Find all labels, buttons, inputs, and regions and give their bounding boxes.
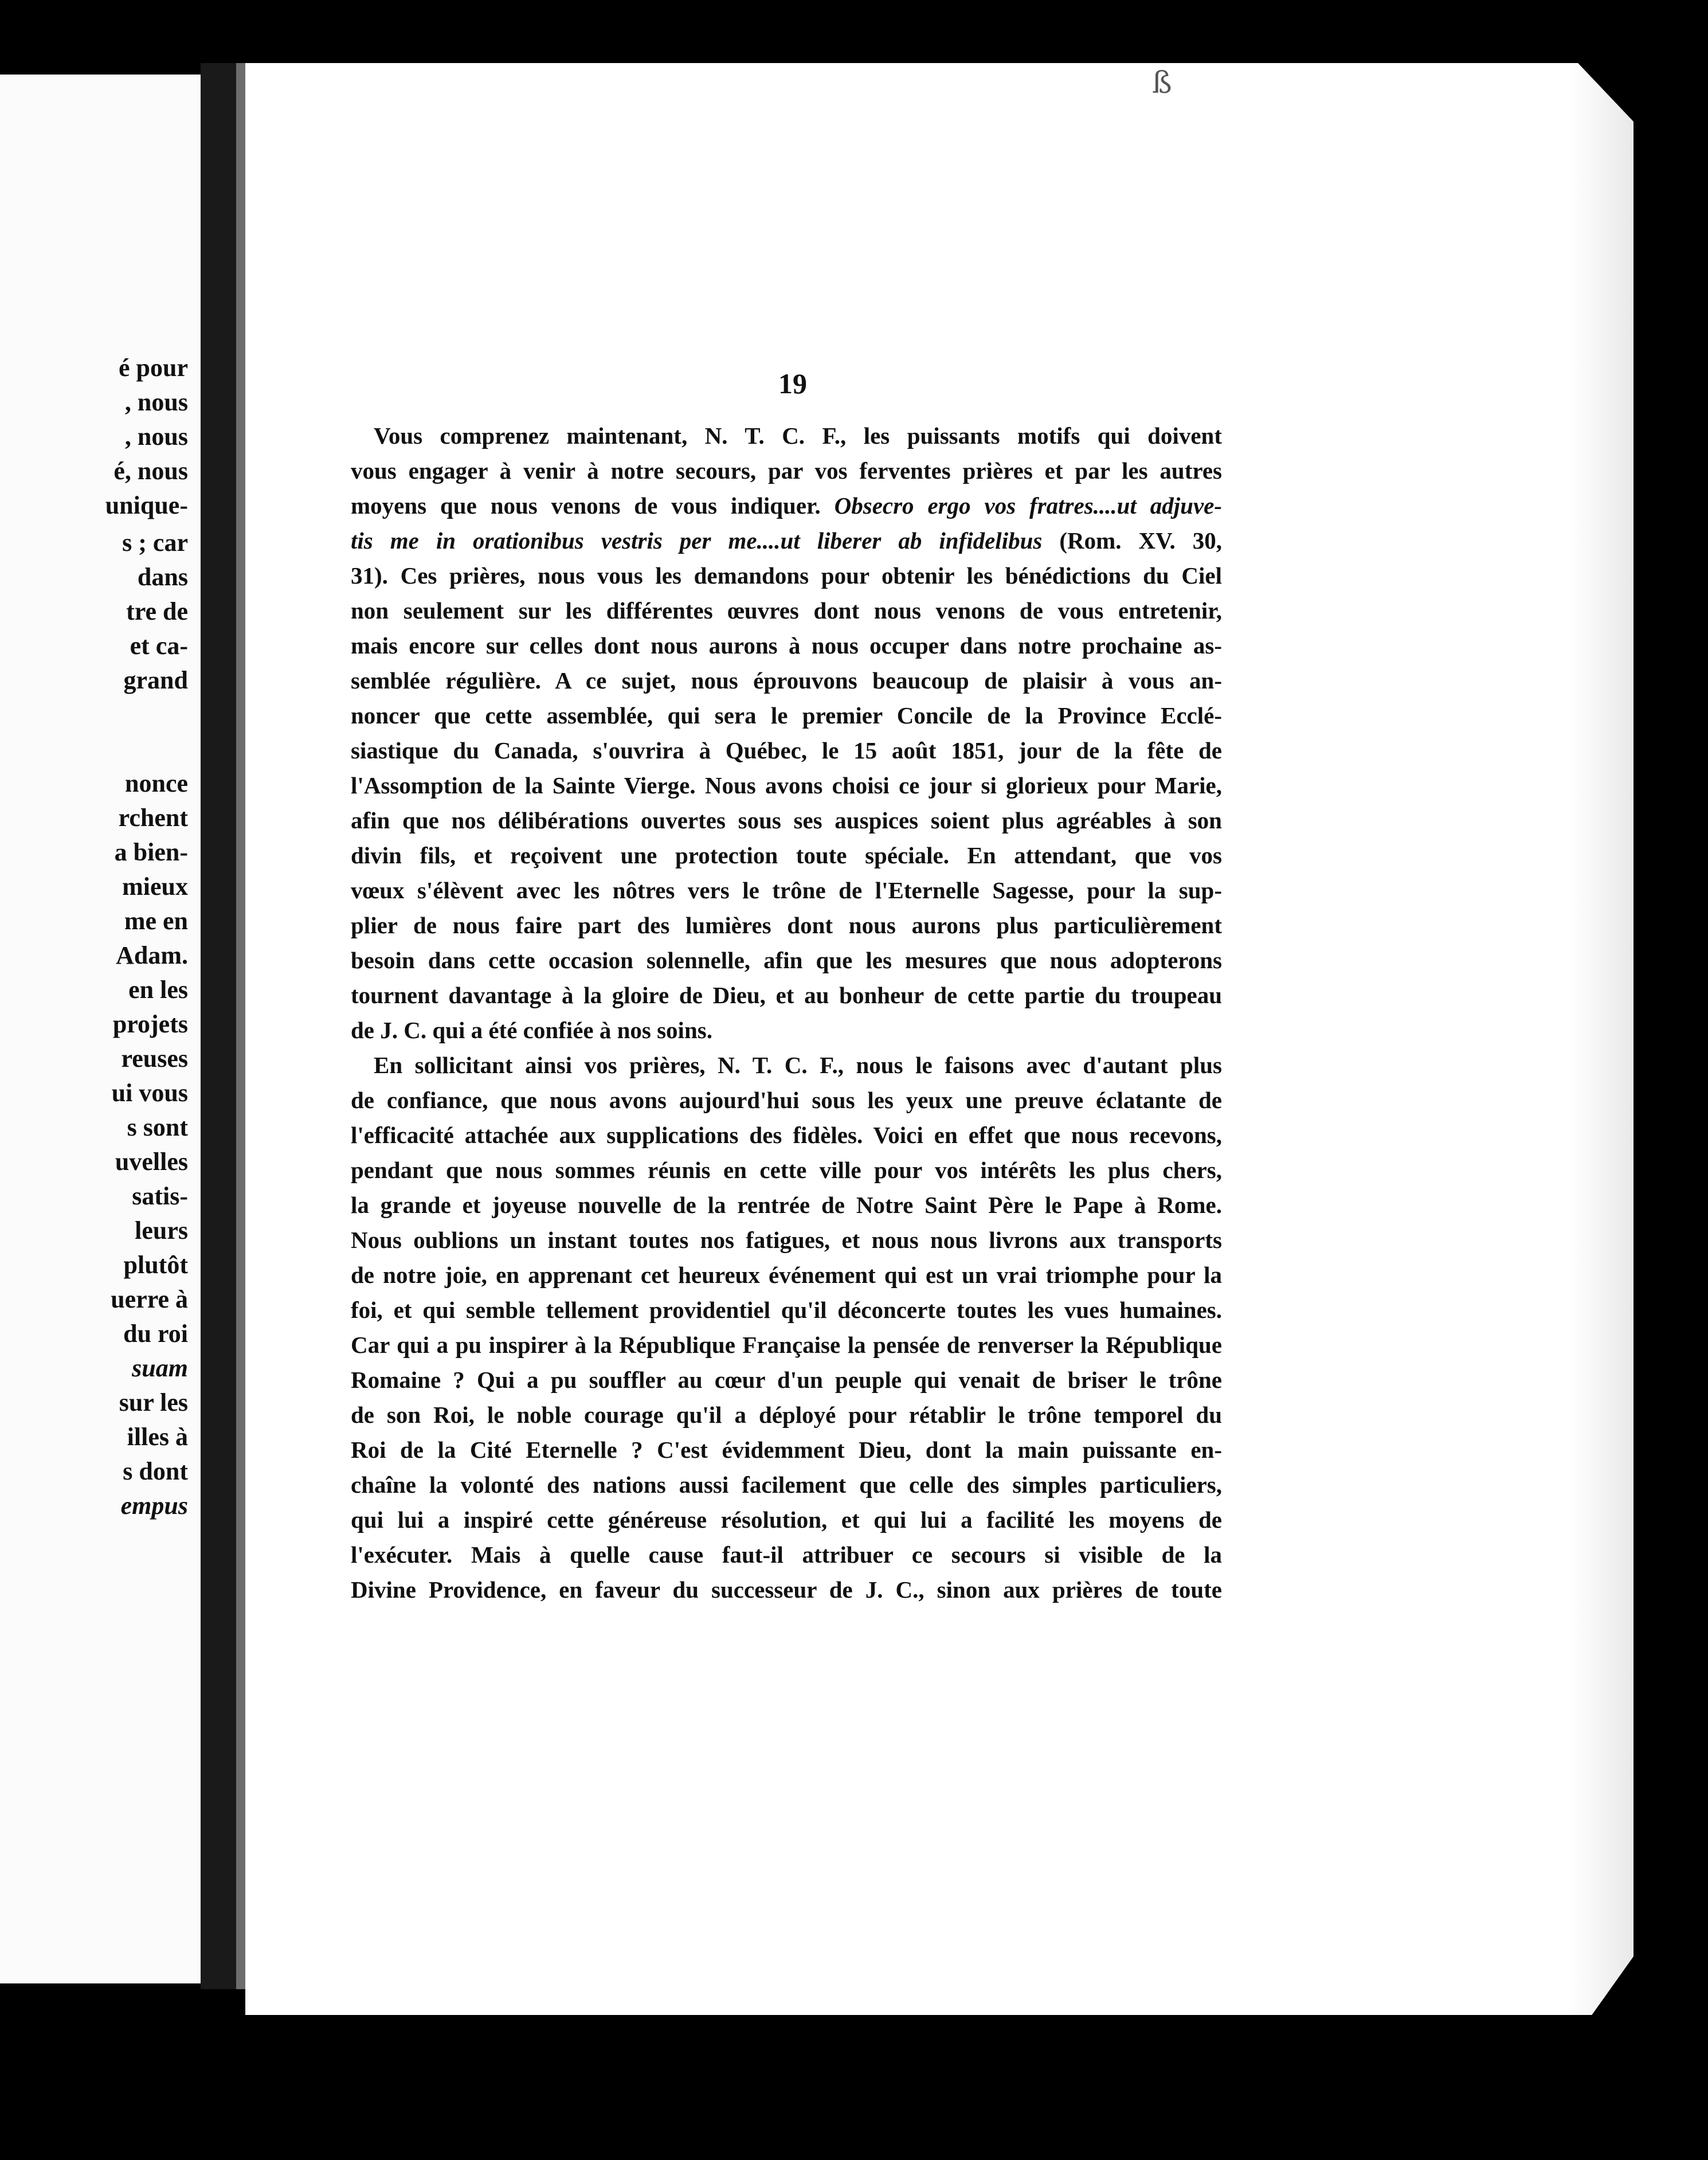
line-text: l'efficacité attachée aux supplications des fidèles. Voici en effet que nous recevons, — [351, 1122, 1222, 1148]
text-line — [351, 733, 1222, 768]
text-line — [351, 1433, 1222, 1468]
line-text: de confiance, que nous avons aujourd'hui sous les yeux une preuve éclatante de — [351, 1087, 1222, 1113]
left-page-line: en les — [128, 976, 188, 1004]
previous-page-fragment — [0, 75, 201, 1983]
text-line — [351, 1502, 1222, 1537]
line-text: mais encore sur celles dont nous aurons à nous occuper dans notre prochaine as- — [351, 632, 1222, 659]
book-gutter-edge — [236, 63, 245, 1989]
text-line — [351, 943, 1222, 978]
text-line — [351, 1048, 1222, 1083]
line-text: siastique du Canada, s'ouvrira à Québec, le 15 août 1851, jour de la fête de — [351, 737, 1222, 764]
line-text: plier de nous faire part des lumières dont nous aurons plus particulièrement — [351, 912, 1222, 938]
left-page-line: é, nous — [113, 457, 188, 485]
line-text: de J. C. qui a été confiée à nos soins. — [351, 1017, 712, 1043]
left-page-line: , nous — [124, 422, 188, 451]
line-text: moyens que nous venons de vous indiquer. — [351, 492, 821, 519]
text-line — [351, 1537, 1222, 1572]
line-text: Divine Providence, en faveur du successeur de J. C., sinon aux prières de toute — [351, 1576, 1222, 1603]
left-page-line: illes à — [127, 1423, 188, 1451]
text-line — [351, 488, 1222, 523]
left-page-line: uerre à — [111, 1285, 188, 1313]
text-line — [351, 1398, 1222, 1433]
line-text: qui lui a inspiré cette généreuse résolution, et qui lui a facilité les moyens de — [351, 1506, 1222, 1533]
line-text: l'exécuter. Mais à quelle cause faut-il attribuer ce secours si visible de la — [351, 1541, 1222, 1568]
line-text: afin que nos délibérations ouvertes sous ses auspices soient plus agréables à son — [351, 807, 1222, 834]
left-page-line: plutôt — [123, 1251, 188, 1279]
text-line — [351, 1013, 1222, 1048]
line-text: Nous oublions un instant toutes nos fatigues, et nous nous livrons aux transports — [351, 1227, 1222, 1253]
corner-pencil-mark: ß — [1152, 66, 1172, 100]
text-line — [351, 838, 1222, 873]
book-gutter-shadow — [201, 63, 236, 1989]
line-text: non seulement sur les différentes œuvres dont nous venons de vous entretenir, — [351, 597, 1222, 624]
text-line — [351, 698, 1222, 733]
text-line — [351, 453, 1222, 488]
text-line — [351, 1468, 1222, 1502]
line-text: la grande et joyeuse nouvelle de la rentrée de Notre Saint Père le Pape à Rome. — [351, 1192, 1222, 1218]
text-line — [351, 1328, 1222, 1363]
body-text — [351, 418, 1222, 1607]
line-text: besoin dans cette occasion solennelle, afin que les mesures que nous adopterons — [351, 947, 1222, 973]
text-line — [351, 1153, 1222, 1188]
text-line — [351, 1118, 1222, 1153]
left-page-line: du roi — [123, 1320, 188, 1348]
page-number: 19 — [778, 367, 807, 400]
left-page-line: satis- — [132, 1182, 188, 1210]
text-line — [351, 1083, 1222, 1118]
text-line — [351, 803, 1222, 838]
latin-quotation: Obsecro ergo vos fratres....ut adjuve- — [834, 492, 1222, 519]
text-line — [351, 908, 1222, 943]
left-page-line: s dont — [123, 1457, 188, 1485]
text-line — [351, 873, 1222, 908]
text-line — [351, 628, 1222, 663]
text-line — [351, 663, 1222, 698]
text-line — [351, 768, 1222, 803]
left-page-line: Adam. — [116, 941, 188, 969]
left-page-line: unique- — [105, 491, 188, 519]
text-line — [351, 1293, 1222, 1328]
left-page-line: ui vous — [111, 1079, 188, 1107]
text-line — [351, 558, 1222, 593]
line-text: (Rom. XV. 30, — [1059, 527, 1222, 554]
left-page-line: sur les — [119, 1388, 188, 1416]
line-text: l'Assomption de la Sainte Vierge. Nous avons choisi ce jour si glorieux pour Marie, — [351, 772, 1222, 799]
line-text: vous engager à venir à notre secours, par vos ferventes prières et par les autres — [351, 457, 1222, 484]
left-page-line: grand — [123, 666, 188, 694]
left-page-line: nonce — [125, 769, 188, 797]
left-page-line: suam — [132, 1354, 188, 1382]
text-line — [351, 593, 1222, 628]
line-text: Roi de la Cité Eternelle ? C'est évidemment Dieu, dont la main puissante en- — [351, 1437, 1222, 1463]
left-page-line: projets — [112, 1010, 188, 1038]
line-text: En sollicitant ainsi vos prières, N. T. C. F., nous le faisons avec d'autant plus — [374, 1052, 1222, 1078]
line-text: chaîne la volonté des nations aussi facilement que celle des simples particuliers, — [351, 1472, 1222, 1498]
left-page-line: , nous — [124, 388, 188, 416]
left-page-line: a bien- — [114, 838, 188, 866]
left-page-line: mieux — [122, 872, 188, 901]
line-text: semblée régulière. A ce sujet, nous éprouvons beaucoup de plaisir à vous an- — [351, 667, 1222, 694]
left-page-line: et ca- — [130, 632, 188, 660]
line-text: tournent davantage à la gloire de Dieu, et au bonheur de cette partie du troupeau — [351, 982, 1222, 1008]
line-text: divin fils, et reçoivent une protection toute spéciale. En attendant, que vos — [351, 842, 1222, 868]
left-page-line: leurs — [135, 1216, 188, 1245]
left-page-line: é pour — [119, 354, 188, 382]
left-page-line: rchent — [118, 804, 188, 832]
text-line — [351, 1188, 1222, 1223]
text-line — [351, 1258, 1222, 1293]
text-line — [351, 978, 1222, 1013]
text-line — [351, 1572, 1222, 1607]
text-line — [351, 1223, 1222, 1258]
line-text: Car qui a pu inspirer à la République Française la pensée de renverser la République — [351, 1332, 1222, 1358]
line-text: Vous comprenez maintenant, N. T. C. F., les puissants motifs qui doivent — [374, 422, 1222, 449]
text-line — [351, 1363, 1222, 1398]
left-page-line: s sont — [127, 1113, 188, 1141]
line-text: de notre joie, en apprenant cet heureux événement qui est un vrai triomphe pour la — [351, 1262, 1222, 1288]
text-line — [351, 523, 1222, 558]
line-text: Romaine ? Qui a pu souffler au cœur d'un peuple qui venait de briser le trône — [351, 1367, 1222, 1393]
line-text: de son Roi, le noble courage qu'il a déployé pour rétablir le trône temporel du — [351, 1402, 1222, 1428]
line-text: vœux s'élèvent avec les nôtres vers le trône de l'Eternelle Sagesse, pour la sup- — [351, 877, 1222, 903]
left-page-line: tre de — [126, 597, 188, 625]
left-page-line: empus — [120, 1492, 188, 1520]
left-page-line: dans — [137, 563, 188, 591]
line-text: pendant que nous sommes réunis en cette ville pour vos intérêts les plus chers, — [351, 1157, 1222, 1183]
left-page-line: uvelles — [115, 1148, 188, 1176]
line-text: 31). Ces prières, nous vous les demandons pour obtenir les bénédictions du Ciel — [351, 562, 1222, 589]
left-page-line: me en — [124, 907, 188, 935]
latin-quotation: tis me in orationibus vestris per me....ut liberer ab infidelibus — [351, 527, 1043, 554]
left-page-line: s ; car — [122, 529, 188, 557]
line-text: foi, et qui semble tellement providentiel qu'il déconcerte toutes les vues humaines. — [351, 1297, 1222, 1323]
line-text: noncer que cette assemblée, qui sera le premier Concile de la Province Ecclé- — [351, 702, 1222, 729]
text-line — [351, 418, 1222, 453]
left-page-line: reuses — [121, 1044, 188, 1073]
